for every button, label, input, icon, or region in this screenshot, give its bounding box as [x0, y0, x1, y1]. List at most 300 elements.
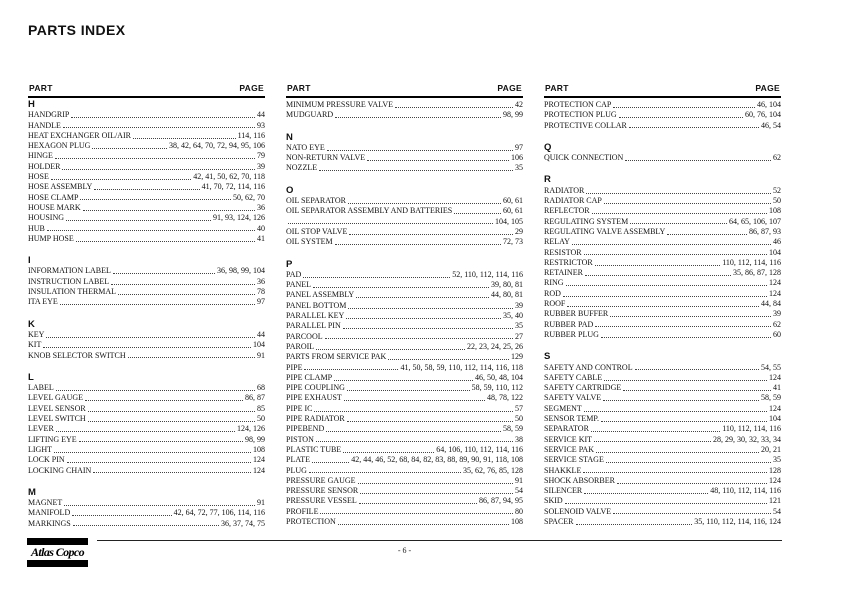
index-entry — [286, 363, 523, 373]
page-number: - 6 - — [397, 546, 412, 555]
part-name: HOLDER — [28, 161, 61, 171]
part-name: PIPE EXHAUST — [286, 393, 342, 403]
part-name: KNOB SELECTOR SWITCH — [28, 350, 126, 360]
part-name: PIPEBEND — [286, 424, 325, 434]
part-name: PIPE COUPLING — [286, 383, 345, 393]
leader-dots — [585, 275, 731, 276]
index-entry — [28, 435, 265, 445]
leader-dots — [79, 441, 243, 442]
part-pages: 38 — [515, 434, 523, 444]
index-section — [28, 256, 265, 307]
part-pages: 42, 64, 72, 77, 106, 114, 116 — [173, 508, 265, 518]
leader-dots — [73, 525, 219, 526]
part-pages: 60 — [773, 329, 781, 339]
index-entry — [286, 321, 523, 331]
leader-dots — [347, 390, 470, 391]
leader-dots — [338, 524, 509, 525]
part-name: PISTON — [286, 434, 314, 444]
part-pages: 108 — [769, 206, 781, 216]
leader-dots — [584, 411, 767, 412]
leader-dots — [601, 337, 771, 338]
leader-dots — [586, 193, 771, 194]
part-header-label: PART — [29, 83, 53, 93]
index-entry — [544, 121, 781, 131]
part-name: HINGE — [28, 151, 53, 161]
part-name: RESTRICTOR — [544, 257, 593, 267]
part-name: MAGNET — [28, 498, 63, 508]
part-name: ROOF — [544, 299, 566, 309]
leader-dots — [72, 515, 171, 516]
leader-dots — [344, 400, 485, 401]
index-entry — [286, 270, 523, 280]
page-title: PARTS INDEX — [28, 22, 126, 38]
part-pages: 104 — [253, 340, 265, 350]
part-name: SEPARATOR — [544, 424, 589, 434]
part-pages: 97 — [257, 297, 265, 307]
leader-dots — [347, 421, 513, 422]
part-name: NON-RETURN VALVE — [286, 153, 366, 163]
section-letter: M — [28, 486, 36, 498]
index-entry — [28, 277, 265, 287]
leader-dots — [320, 513, 513, 514]
index-entry — [544, 330, 781, 340]
index-entry — [286, 206, 523, 216]
leader-dots — [47, 230, 255, 231]
part-name: SERVICE KIT — [544, 434, 593, 444]
part-pages: 28, 29, 30, 32, 33, 34 — [713, 434, 781, 444]
index-entry — [544, 186, 781, 196]
part-pages: 58, 59 — [503, 424, 523, 434]
leader-dots — [595, 265, 720, 266]
section-letter: H — [28, 99, 35, 110]
leader-dots — [604, 203, 771, 204]
index-entry — [28, 455, 265, 465]
part-pages: 35 — [515, 321, 523, 331]
part-name: SAFETY VALVE — [544, 393, 602, 403]
section-letter: Q — [544, 141, 552, 153]
leader-dots — [592, 213, 767, 214]
part-pages: 60, 76, 104 — [745, 110, 781, 120]
part-name: LIGHT — [28, 444, 52, 454]
part-name: HUMP HOSE — [28, 233, 74, 243]
part-name: MINIMUM PRESSURE VALVE — [286, 100, 393, 109]
index-entry — [286, 153, 523, 163]
section-letter: O — [286, 184, 294, 196]
index-entry — [286, 496, 523, 506]
index-entry — [544, 227, 781, 237]
leader-dots — [623, 390, 771, 391]
part-pages: 35 — [515, 163, 523, 173]
part-name: PROTECTION PLUG — [544, 110, 617, 120]
part-pages: 78 — [257, 287, 265, 297]
part-pages: 98, 99 — [245, 434, 265, 444]
part-name: SAFETY CARTRIDGE — [544, 383, 622, 393]
index-entry — [544, 268, 781, 278]
part-name: PRESSURE GAUGE — [286, 475, 356, 485]
part-pages: 62 — [773, 319, 781, 329]
index-entry — [544, 278, 781, 288]
index-section — [544, 175, 781, 340]
part-name: HOSE ASSEMBLY — [28, 182, 93, 192]
index-entry — [544, 466, 781, 476]
part-pages: 72, 73 — [503, 237, 523, 247]
part-name: LEVEL SENSOR — [28, 403, 86, 413]
leader-dots — [88, 411, 255, 412]
part-name: NATO EYE — [286, 142, 325, 152]
part-name: HOSE CLAMP — [28, 192, 79, 202]
part-pages: 110, 112, 114, 116 — [722, 424, 781, 434]
index-entry — [28, 498, 265, 508]
index-entry — [286, 517, 523, 527]
part-name: MUDGUARD — [286, 110, 334, 120]
index-entry — [28, 508, 265, 518]
index-entry — [544, 299, 781, 309]
logo-text: Atlas Copco — [30, 545, 85, 559]
part-name: PIPE CLAMP — [286, 372, 333, 382]
leader-dots — [360, 493, 513, 494]
index-entry — [544, 445, 781, 455]
part-pages: 41, 50, 58, 59, 110, 112, 114, 116, 118 — [400, 362, 523, 372]
part-name: KEY — [28, 329, 45, 339]
part-name: SKID — [544, 496, 563, 506]
index-entry — [544, 455, 781, 465]
leader-dots — [594, 441, 711, 442]
leader-dots — [334, 380, 473, 381]
part-pages: 44, 84 — [761, 299, 781, 309]
index-section — [544, 143, 781, 164]
leader-dots — [62, 169, 255, 170]
part-pages: 91, 93, 124, 126 — [213, 213, 265, 223]
part-pages: 128 — [769, 465, 781, 475]
index-entry — [286, 143, 523, 153]
index-entry — [28, 383, 265, 393]
leader-dots — [566, 285, 767, 286]
part-pages: 129 — [511, 352, 523, 362]
index-columns — [28, 84, 781, 529]
part-name: SAFETY AND CONTROL — [544, 362, 633, 372]
index-entry — [28, 351, 265, 361]
part-pages: 124 — [769, 403, 781, 413]
leader-dots — [567, 306, 759, 307]
column-header — [544, 84, 781, 98]
index-entry — [286, 455, 523, 465]
part-pages: 52 — [773, 185, 781, 195]
leader-dots — [93, 472, 251, 473]
part-name: KIT — [28, 340, 42, 350]
part-name: OIL SEPARATOR ASSEMBLY AND BATTERIES — [286, 206, 453, 216]
index-entry — [28, 182, 265, 192]
leader-dots — [325, 338, 513, 339]
footer-rule — [97, 540, 782, 541]
part-pages: 20, 21 — [761, 444, 781, 454]
index-entry — [28, 445, 265, 455]
part-pages: 35, 86, 87, 128 — [733, 268, 781, 278]
leader-dots — [583, 472, 767, 473]
index-section — [28, 100, 265, 244]
part-pages: 60, 61 — [503, 196, 523, 206]
index-entry — [544, 206, 781, 216]
leader-dots — [316, 349, 465, 350]
leader-dots — [335, 117, 501, 118]
index-entry — [544, 383, 781, 393]
part-name: HEAT EXCHANGER OIL/AIR — [28, 130, 131, 140]
leader-dots — [327, 150, 513, 151]
column-header — [286, 84, 523, 98]
part-header-label: PART — [287, 83, 311, 93]
part-pages: 91 — [257, 350, 265, 360]
part-pages: 48, 78, 122 — [487, 393, 523, 403]
part-name: PANEL — [286, 280, 312, 290]
index-entry — [544, 258, 781, 268]
page-header-label: PAGE — [239, 83, 264, 93]
leader-dots — [343, 328, 513, 329]
part-name: SEGMENT — [544, 403, 582, 413]
part-name: SHOCK ABSORBER — [544, 475, 615, 485]
part-name: OIL STOP VALVE — [286, 226, 348, 236]
part-name: RING — [544, 278, 564, 288]
index-entry — [544, 414, 781, 424]
leader-dots — [319, 170, 513, 171]
part-name: REFLECTOR — [544, 206, 590, 216]
leader-dots — [80, 199, 231, 200]
leader-dots — [367, 160, 509, 161]
part-name: PLUG — [286, 465, 307, 475]
part-name: PIPE IC — [286, 403, 313, 413]
leader-dots — [335, 244, 501, 245]
leader-dots — [610, 316, 771, 317]
index-entry — [544, 496, 781, 506]
index-entry — [544, 217, 781, 227]
leader-dots — [629, 127, 759, 128]
part-name: HEXAGON PLUG — [28, 141, 91, 151]
index-entry — [286, 393, 523, 403]
part-pages: 86, 87 — [245, 393, 265, 403]
index-entry — [28, 151, 265, 161]
index-entry — [544, 363, 781, 373]
leader-dots — [83, 210, 255, 211]
leader-dots — [288, 223, 493, 224]
index-entry — [544, 110, 781, 120]
leader-dots — [576, 524, 693, 525]
part-name: PRESSURE VESSEL — [286, 496, 357, 506]
leader-dots — [596, 452, 759, 453]
leader-dots — [312, 462, 349, 463]
leader-dots — [630, 223, 727, 224]
part-pages: 38, 42, 64, 70, 72, 94, 95, 106 — [169, 141, 265, 151]
part-pages: 39 — [515, 300, 523, 310]
part-name: SPACER — [544, 516, 574, 526]
part-name: LOCKING CHAIN — [28, 465, 92, 475]
part-header-label: PART — [545, 83, 569, 93]
leader-dots — [595, 326, 771, 327]
part-name: PROTECTIVE COLLAR — [544, 120, 627, 130]
part-name: PAROIL — [286, 341, 315, 351]
part-name: LABEL — [28, 383, 54, 393]
index-section — [286, 100, 523, 121]
section-letter: I — [28, 255, 31, 267]
part-name: OIL SEPARATOR — [286, 196, 346, 206]
part-name: MARKINGS — [28, 518, 71, 528]
part-name: SAFETY CABLE — [544, 372, 603, 382]
part-pages: 44 — [257, 329, 265, 339]
part-pages: 124 — [253, 455, 265, 465]
index-entry — [28, 404, 265, 414]
part-pages: 27 — [515, 331, 523, 341]
leader-dots — [613, 513, 771, 514]
leader-dots — [88, 421, 255, 422]
part-pages: 106 — [511, 153, 523, 163]
part-pages: 60, 61 — [503, 206, 523, 216]
part-pages: 42 — [515, 100, 523, 109]
part-name: ROD — [544, 288, 561, 298]
part-name: INFORMATION LABEL — [28, 266, 111, 276]
index-entry — [286, 352, 523, 362]
leader-dots — [613, 107, 755, 108]
index-entry — [286, 435, 523, 445]
leader-dots — [572, 244, 771, 245]
leader-dots — [604, 380, 767, 381]
part-pages: 44 — [257, 110, 265, 120]
index-entry — [544, 373, 781, 383]
part-pages: 124 — [769, 278, 781, 288]
index-entry — [286, 311, 523, 321]
index-entry — [286, 301, 523, 311]
index-entry — [28, 266, 265, 276]
part-pages: 46, 54 — [761, 120, 781, 130]
index-entry — [28, 110, 265, 120]
section-letter: L — [28, 371, 34, 383]
part-name: HANDGRIP — [28, 110, 70, 120]
part-name: RADIATOR — [544, 185, 585, 195]
part-pages: 108 — [253, 444, 265, 454]
part-pages: 54 — [773, 506, 781, 516]
column-header — [28, 84, 265, 98]
part-name: SERVICE STAGE — [544, 455, 604, 465]
leader-dots — [584, 254, 767, 255]
leader-dots — [128, 357, 255, 358]
part-name: SOLENOID VALVE — [544, 506, 612, 516]
leader-dots — [316, 441, 513, 442]
part-pages: 79 — [257, 151, 265, 161]
part-pages: 86, 87, 94, 95 — [479, 496, 523, 506]
leader-dots — [356, 297, 489, 298]
leader-dots — [71, 117, 255, 118]
index-entry — [28, 234, 265, 244]
index-entry — [286, 383, 523, 393]
index-entry — [286, 404, 523, 414]
index-entry — [28, 141, 265, 151]
index-section — [544, 100, 781, 131]
part-pages: 46, 50, 48, 104 — [475, 372, 523, 382]
index-entry — [286, 227, 523, 237]
leader-dots — [591, 431, 720, 432]
page-header-label: PAGE — [755, 83, 780, 93]
index-entry — [286, 332, 523, 342]
leader-dots — [85, 400, 243, 401]
part-pages: 64, 106, 110, 112, 114, 116 — [436, 444, 523, 454]
index-entry — [28, 131, 265, 141]
part-pages: 39 — [773, 309, 781, 319]
part-pages: 110, 112, 114, 116 — [722, 257, 781, 267]
index-entry — [28, 393, 265, 403]
leader-dots — [326, 431, 501, 432]
part-name: HOUSE MARK — [28, 202, 81, 212]
part-pages: 50 — [773, 196, 781, 206]
part-name: LOCK PIN — [28, 455, 65, 465]
leader-dots — [617, 483, 767, 484]
part-name: LEVEL GAUGE — [28, 393, 84, 403]
part-name: PARALLEL KEY — [286, 311, 345, 321]
part-pages: 39, 80, 81 — [491, 280, 523, 290]
part-name: PIPE RADIATOR — [286, 414, 345, 424]
index-entry — [28, 424, 265, 434]
leader-dots — [346, 318, 501, 319]
leader-dots — [43, 347, 251, 348]
leader-dots — [635, 369, 759, 370]
index-section — [286, 186, 523, 248]
leader-dots — [601, 421, 767, 422]
part-pages: 93 — [257, 120, 265, 130]
part-name: HUB — [28, 223, 45, 233]
part-name: QUICK CONNECTION — [544, 153, 624, 163]
part-pages: 50 — [515, 414, 523, 424]
leader-dots — [358, 483, 513, 484]
part-pages: 42, 41, 50, 62, 70, 118 — [193, 172, 265, 182]
index-entry — [28, 287, 265, 297]
part-pages: 36, 98, 99, 104 — [217, 266, 265, 276]
index-entry — [28, 162, 265, 172]
part-pages: 86, 87, 93 — [749, 226, 781, 236]
leader-dots — [60, 304, 255, 305]
logo-bottom-bar — [27, 560, 88, 567]
index-entry — [286, 163, 523, 173]
index-entry — [286, 110, 523, 120]
part-pages: 124 — [769, 288, 781, 298]
part-name: RUBBER BUFFER — [544, 309, 609, 319]
part-pages: 108 — [511, 516, 523, 526]
leader-dots — [359, 503, 477, 504]
part-name: PANEL ASSEMBLY — [286, 290, 355, 300]
part-name: REGULATING VALVE ASSEMBLY — [544, 226, 666, 236]
part-name: LEVER — [28, 424, 54, 434]
part-pages: 114, 116 — [237, 130, 265, 140]
part-pages: 80 — [515, 506, 523, 516]
part-name: HOUSING — [28, 213, 64, 223]
index-entry — [28, 340, 265, 350]
part-pages: 124 — [253, 465, 265, 475]
part-pages: 50, 62, 70 — [233, 192, 265, 202]
index-entry — [286, 414, 523, 424]
leader-dots — [56, 390, 255, 391]
part-pages: 58, 59 — [761, 393, 781, 403]
part-pages: 52, 110, 112, 114, 116 — [452, 269, 523, 279]
part-pages: 58, 59, 110, 112 — [471, 383, 523, 393]
part-pages: 54 — [515, 486, 523, 496]
index-entry — [286, 507, 523, 517]
leader-dots — [343, 452, 434, 453]
index-entry — [544, 517, 781, 527]
index-entry — [544, 309, 781, 319]
part-pages: 29 — [515, 226, 523, 236]
part-pages: 85 — [257, 403, 265, 413]
part-name: PROTECTION CAP — [544, 100, 612, 109]
index-column-3 — [544, 84, 781, 529]
part-name: LIFTING EYE — [28, 434, 77, 444]
part-pages: 48, 110, 112, 114, 116 — [710, 486, 781, 496]
leader-dots — [388, 359, 509, 360]
index-section — [28, 320, 265, 361]
index-entry — [544, 100, 781, 110]
